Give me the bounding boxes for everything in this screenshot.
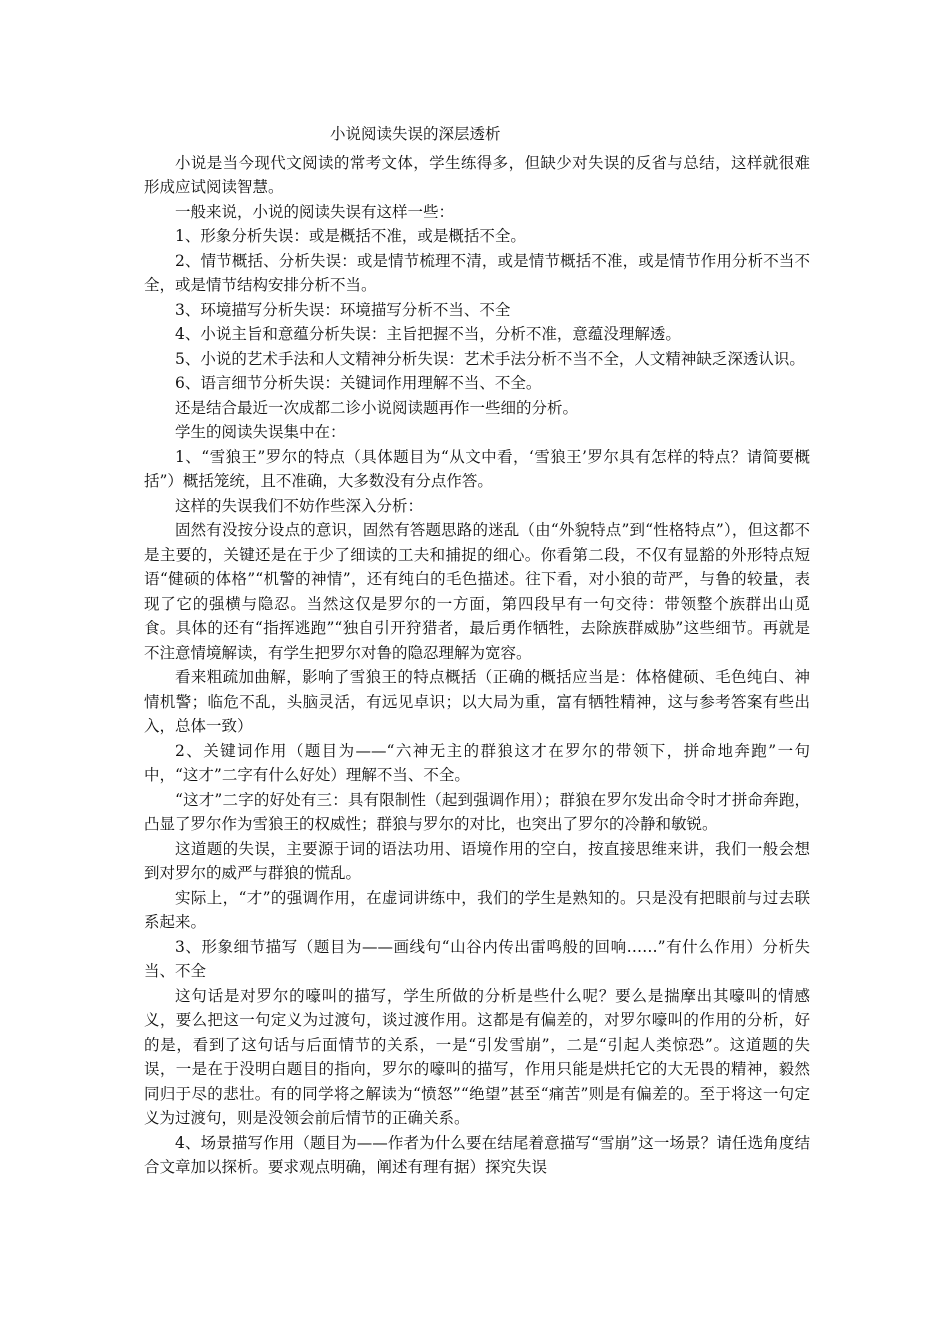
paragraph-list-item: 5、小说的艺术手法和人文精神分析失误：艺术手法分析不当不全，人文精神缺乏深透认识。 bbox=[175, 349, 805, 368]
paragraph-analysis: 实际上，“才”的强调作用，在虚词讲练中，我们的学生是熟知的。只是没有把眼前与过去联系起来。 bbox=[144, 888, 810, 931]
paragraph-list-item: 1、形象分析失误：或是概括不准，或是概括不全。 bbox=[175, 227, 526, 245]
paragraph-analysis: 这句话是对罗尔的嚎叫的描写，学生所做的分析是些什么呢？要么是揣摩出其嚎叫的情感义，要么把这一句定义为过渡句，谈过渡作用。这都是有偏差的，对罗尔嚎叫的作用的分析，好的是，看到了这句话与后面情节的关系，一是“引发雪崩”，二是“引起人类惊恐”。这道题的失误，一是在于没明白题目的指向，罗尔的嚎叫的描写，作用只能是烘托它的大无畏的精神，毅然同归于尽的悲壮。有的同学将之解读为“愤怒”“绝望”甚至“痛苦”则是有偏差的。至于将这一句定义为过渡句，则是没领会前后情节的正确关系。 bbox=[144, 986, 810, 1127]
paragraph-error-1: 1、“雪狼王”罗尔的特点（具体题目为“从文中看，‘雪狼王’罗尔具有怎样的特点？请简要概括”）概括笼统，且不准确，大多数没有分点作答。 bbox=[144, 447, 810, 490]
document-body bbox=[144, 151, 810, 1180]
paragraph-list-item: 2、情节概括、分析失误：或是情节梳理不清，或是情节概括不准，或是情节作用分析不当不全，或是情节结构安排分析不当。 bbox=[144, 251, 810, 294]
paragraph-analysis: “这才”二字的好处有三：具有限制性（起到强调作用）；群狼在罗尔发出命令时才拼命奔跑，凸显了罗尔作为雪狼王的权威性；群狼与罗尔的对比，也突出了罗尔的冷静和敏锐。 bbox=[144, 790, 810, 833]
paragraph-error-2: 2、关键词作用（题目为——“六神无主的群狼这才在罗尔的带领下，拼命地奔跑”一句中，“这才”二字有什么好处）理解不当、不全。 bbox=[144, 741, 810, 784]
paragraph-transition: 还是结合最近一次成都二诊小说阅读题再作一些细的分析。 bbox=[175, 398, 579, 417]
document-page bbox=[144, 122, 810, 1180]
paragraph-list-item: 4、小说主旨和意蕴分析失误：主旨把握不当，分析不准，意蕴没理解透。 bbox=[175, 325, 681, 343]
paragraph-analysis: 这道题的失误，主要源于词的语法功用、语境作用的空白，按直接思维来讲，我们一般会想到对罗尔的威严与群狼的慌乱。 bbox=[144, 839, 810, 882]
paragraph-overview: 一般来说，小说的阅读失误有这样一些： bbox=[175, 202, 455, 221]
paragraph-error-4: 4、场景描写作用（题目为——作者为什么要在结尾着意描写“雪崩”这一场景？请任选角度结合文章加以探析。要求观点明确，阐述有理有据）探究失误 bbox=[144, 1133, 810, 1176]
paragraph-analysis: 这样的失误我们不妨作些深入分析： bbox=[175, 496, 424, 515]
paragraph-transition: 学生的阅读失误集中在： bbox=[175, 423, 346, 441]
paragraph-analysis: 固然有没按分设点的意识，固然有答题思路的迷乱（由“外貌特点”到“性格特点”），但这都不是主要的，关键还是在于少了细读的工夫和捕捉的细心。你看第二段，不仅有显豁的外形特点短语“健硕的体格”“机警的神情”，还有纯白的毛色描述。往下看，对小狼的苛严，与鲁的较量，表现了它的强横与隐忍。当然这仅是罗尔的一方面，第四段早有一句交待：带领整个族群出山觅食。具体的还有“指挥逃跑”“独自引开狩猎者，最后勇作牺牲，去除族群威胁”这些细节。再就是不注意情境解读，有学生把罗尔对鲁的隐忍理解为宽容。 bbox=[144, 521, 810, 662]
paragraph-list-item: 6、语言细节分析失误：关键词作用理解不当、不全。 bbox=[175, 374, 542, 392]
paragraph-list-item: 3、环境描写分析失误：环境描写分析不当、不全 bbox=[175, 300, 511, 319]
document-title: 小说阅读失误的深层透析 bbox=[330, 125, 501, 143]
paragraph-error-3: 3、形象细节描写（题目为——画线句“山谷内传出雷鸣般的回响……”有什么作用）分析失当、不全 bbox=[144, 937, 810, 980]
paragraph-analysis: 看来粗疏加曲解，影响了雪狼王的特点概括（正确的概括应当是：体格健硕、毛色纯白、神情机警；临危不乱，头脑灵活，有远见卓识；以大局为重，富有牺牲精神，这与参考答案有些出入，总体一致） bbox=[144, 668, 810, 735]
paragraph-intro: 小说是当今现代文阅读的常考文体，学生练得多，但缺少对失误的反省与总结，这样就很难形成应试阅读智慧。 bbox=[144, 153, 810, 196]
